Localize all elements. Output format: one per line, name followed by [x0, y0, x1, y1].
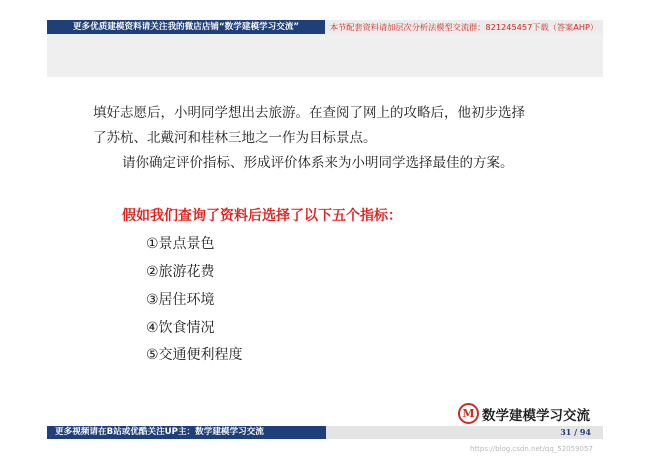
page-number: 31 / 94	[560, 427, 591, 437]
paragraph-line-1: 填好志愿后，小明同学想出去旅游。在查阅了网上的攻略后，他初步选择	[93, 105, 525, 121]
footer-right-band	[326, 426, 603, 439]
indicator-item: ①景点景色	[146, 236, 215, 252]
watermark: https://blog.csdn.net/qq_52059057	[470, 445, 593, 453]
indicator-item: ②旅游花费	[146, 264, 215, 280]
indicator-heading: 假如我们查询了资料后选择了以下五个指标：	[122, 208, 402, 224]
header-group-text: 本节配套资料请加层次分析法模型交流群：821245457下载（答案AHP）	[325, 20, 603, 34]
paragraph-line-2: 了苏杭、北戴河和桂林三地之一作为目标景点。	[93, 130, 377, 146]
header-bar	[47, 20, 603, 34]
logo-m-icon: M	[458, 403, 479, 424]
footer-promo-text: 更多视频请在B站或优酷关注UP主：数学建模学习交流	[47, 426, 326, 439]
header-band	[47, 34, 603, 77]
logo-text: 数学建模学习交流	[482, 407, 590, 424]
indicator-item: ⑤交通便利程度	[146, 347, 243, 363]
brand-logo	[458, 403, 590, 424]
footer-bar	[47, 426, 603, 439]
header-promo-text: 更多优质建模资料请关注我的微店店铺“数学建模学习交流”	[47, 20, 325, 34]
paragraph-line-3: 请你确定评价指标、形成评价体系来为小明同学选择最佳的方案。	[122, 155, 514, 171]
indicator-item: ③居住环境	[146, 292, 215, 308]
indicator-item: ④饮食情况	[146, 320, 215, 336]
